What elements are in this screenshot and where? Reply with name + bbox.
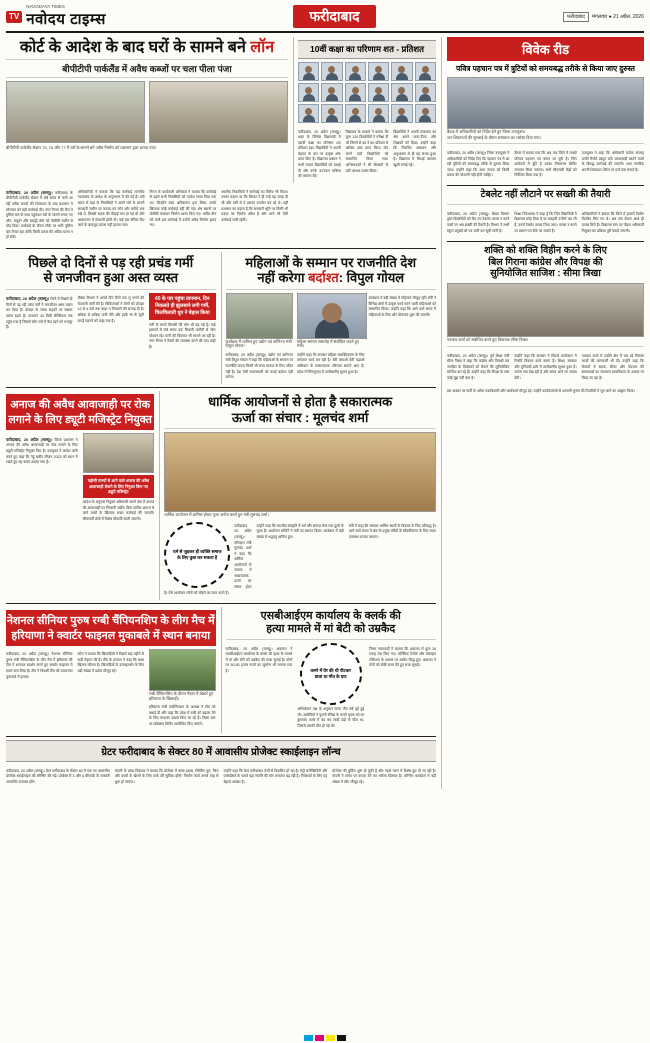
religious-col-1: फरीदाबाद, 20 अप्रैल (जाब्यू)। परिवहन मंत्री मूलचंद शर्मा ने कहा कि धार्मिक आयोजनों से समाज में सकारात्मक ऊर्जा का संचार होता है। ऐसे आयोजन लोगों को जोड़ने का काम करते हैं। <box>164 523 252 595</box>
religious-photo-caption: धार्मिक आयोजन में शामिल होकर पूजा अर्चना करते हुए मंत्री मूलचंद शर्मा। <box>164 512 269 518</box>
sports-col-1: फरीदाबाद, 20 अप्रैल (जाब्यू)। नेशनल सीनियर पुरुष रग्बी चैंपियनशिप के लीग मैच में हरियाणा की टीम ने शानदार प्रदर्शन करते हुए क्वार्टर फाइनल में स्थान बना लिया है। टीम ने विपक्षी टीम को एकतरफा मुकाबले में हराया। <box>6 652 73 679</box>
shakti-col-3: पत्रकार वार्ता में उन्होंने क्षेत्र में चल रहे विकास कार्यों की जानकारी भी दी। उन्होंने कहा कि सेक्टरों में सड़क, सीवर और पेयजल की समस्याओं का समाधान प्राथमिकता के आधार पर किया जा रहा है। <box>581 353 644 380</box>
tablet-col-3: अधिकारियों ने बताया कि जिले में हजारों टेबलेट वितरित किए गए थे। अब तक केवल आधे ही वापस मिले हैं। विद्यालय स्तर पर नोडल अधिकारी नियुक्त कर प्रक्रिया पूरी कराई जाएगी। <box>581 211 644 233</box>
edition-label: फरीदाबाद <box>563 12 589 22</box>
student-photo <box>368 104 389 123</box>
masthead-right <box>563 12 644 22</box>
murder-col-3: जिला न्यायवादी ने बताया कि अदालत में कुल 18 गवाह पेश किए गए। फोरेंसिक रिपोर्ट और मोबाइल लोकेशन के आधार पर आरोप सिद्ध हुए। अदालत ने दोनों को दोषी करार देते हुए सजा सुनाई। <box>369 646 436 668</box>
shakti-col-4: इस अवसर पर पार्टी के अनेक पदाधिकारी और कार्यकर्ता मौजूद रहे। उन्होंने कार्यकर्ताओं से आगामी चुनाव की तैयारियों में जुट जाने का आह्वान किया। <box>447 388 635 393</box>
realestate-col-4: प्रोजेक्ट की बुकिंग शुरू हो चुकी है और पहले चरण में विशेष छूट दी जा रही है। कंपनी ने समय पर कब्जा देने का भरोसा दिलाया है। लॉन्चिंग कार्यक्रम में बड़ी संख्या में लोग मौजूद रहे। <box>332 768 436 784</box>
masthead-title: नवोदय टाइम्स <box>26 11 106 28</box>
vivek-col-1: फरीदाबाद, 20 अप्रैल (जाब्यू)। जिला उपायुक्त ने अधिकारियों को निर्देश दिए कि पहचान पत्र में आ रही त्रुटियों को समयबद्ध तरीके से दुरुस्त किया जाए। उन्होंने कहा कि आम जनता को किसी प्रकार की परेशानी नहीं होनी चाहिए। <box>447 150 510 178</box>
student-photo <box>298 104 319 123</box>
religious-photo <box>164 432 436 512</box>
women-photo-caption: कार्यक्रम में शामिल हुए उद्योग एवं वाणिज्य मंत्री विपुल गोयल। <box>225 338 292 349</box>
masthead-left <box>6 4 106 29</box>
religious-pullquote: धर्म से जुड़कर ही व्यक्ति समाज के लिए कुछ कर सकता है <box>164 522 230 588</box>
magenta-mark <box>315 1035 324 1041</box>
murder-pullquote: कमरे में घेर की थी पीटकर डाला था मौत के घाट <box>300 643 362 705</box>
student-photo <box>391 83 412 102</box>
women-headline: महिलाओं के सम्मान पर राजनीति देश नहीं करेगा बर्दाश्त: विपुल गोयल <box>245 254 417 286</box>
women-col-3: कार्यक्रम में बड़ी संख्या में महिलाएं मौजूद रहीं। मंत्री ने विभिन्न क्षेत्रों में उत्कृष्ट कार्य करने वाली महिलाओं को सम्मानित किया। उन्होंने कहा कि आने वाले समय में महिलाओं के लिए और योजनाएं शुरू की जाएंगी। <box>368 296 436 317</box>
grain-photo <box>83 433 155 473</box>
women-col-2: उन्होंने कहा कि सरकार महिला सशक्तिकरण के लिए लगातार कार्य कर रही है। बेटी बचाओ बेटी पढ़ाओ अभियान के सकारात्मक परिणाम सामने आए हैं। प्रदेश में लिंगानुपात में उल्लेखनीय सुधार हुआ है। <box>297 352 365 374</box>
vivek-col-2: बैठक में बताया गया कि अब तक जिले में लाखों परिवार पहचान पत्र बनाए जा चुके हैं। जिन आवेदनों में त्रुटि है उनका निस्तारण शिविर लगाकर किया जाएगा। सभी सीएससी केंद्रों को निर्देशित किया गया है। <box>514 150 577 178</box>
vivek-photo <box>447 77 644 129</box>
realestate-headline: ग्रेटर फरीदाबाद के सेक्टर 80 में आवासीय प्रोजेक्ट स्काईलाइन लॉन्च <box>6 740 436 762</box>
student-photo <box>391 104 412 123</box>
lead-photo-row <box>6 81 288 143</box>
student-photo <box>321 62 342 81</box>
murder-col-1: फरीदाबाद, 20 अप्रैल (जाब्यू)। अदालत ने एसबीआईएम कार्यालय के क्लर्क की हत्या के मामले में मां और बेटी को उम्रकैद की सजा सुनाई है। दोनों पर 50-50 हजार रुपये का जुर्माना भी लगाया गया है। <box>225 646 293 673</box>
main-column <box>6 37 436 789</box>
tablet-col-1: फरीदाबाद, 20 अप्रैल (जाब्यू)। शिक्षा विभाग द्वारा विद्यार्थियों को दिए गए टेबलेट वापस न करने वालों पर अब सख्ती की तैयारी है। विभाग ने सभी स्कूल प्रमुखों को पत्र जारी कर सूची मांगी है। <box>447 211 510 233</box>
religious-col-3: मंत्री ने कहा कि सरकार धार्मिक स्थलों के विकास के लिए प्रतिबद्ध है। आने वाले समय में क्षेत्र के प्रमुख मंदिरों के सौंदर्यीकरण के लिए बजट उपलब्ध कराया जाएगा। <box>348 523 436 539</box>
murder-col-2: अभियोजन पक्ष के अनुसार घटना तीन वर्ष पूर्व हुई थी। आरोपियों ने पुरानी रंजिश के चलते मृतक को घर बुलाकर कमरे में बंद कर लाठी डंडों से पीटा था, जिससे उसकी मौत हो गई थी। <box>297 707 365 728</box>
sports-col-2: कोच ने बताया कि खिलाड़ियों ने पिछले छह महीने से कड़ी मेहनत की है। टीम के कप्तान ने कहा कि लक्ष्य खिताब जीतना है। खिलाड़ियों के उत्साहवर्धन के लिए बड़ी संख्या में दर्शक मौजूद रहे। <box>77 652 144 674</box>
lead-subhead: बीपीटीपी पार्कलैंड में अवैध कब्जों पर चला पीला पंजा <box>6 59 288 78</box>
heat-callout: 40 के पार पहुंचा तापमान, दिन निकलते ही झुलसाने लगी गर्मी, चिलचिलाती धूप ने बेहाल किया <box>149 293 216 320</box>
heat-col-3: गर्मी के चलते बिजली की मांग भी बढ़ गई है। कई इलाकों में लंबे समय तक बिजली कटौती से लोग परेशान रहे। पानी की किल्लत भी सामने आ रही है। नगर निगम ने टैंकरों की व्यवस्था करने की बात कही है। <box>149 322 216 349</box>
women-photo <box>226 293 294 339</box>
student-photo <box>298 83 319 102</box>
lead-col-2: अधिकारियों ने बताया कि यह कार्रवाई माननीय न्यायालय के आदेश के अनुपालन में की गई है। लंबे समय से यहां के निवासियों ने अपने घरों के सामने सरकारी जमीन पर कब्जा कर लॉन और बगीचे बना रखे थे, जिससे सड़क की चौड़ाई कम हो गई थी और आवागमन में परेशानी होती थी। कई बार नोटिस दिए जाने के बावजूद कब्जा नहीं हटाया गया। <box>77 189 145 228</box>
sports-headline: नेशनल सीनियर पुरुष रग्बी चैंपियनशिप के लीग मैच में हरियाणा ने क्वार्टर फाइनल मुकाबले में स्थान बनाया <box>6 610 216 646</box>
sidebar-column <box>441 37 644 789</box>
yellow-mark <box>326 1035 335 1041</box>
minister-portrait <box>297 293 367 339</box>
lead-headline: कोर्ट के आदेश के बाद घरों के सामने बने लॉन <box>19 39 275 56</box>
religious-headline: धार्मिक आयोजनों से होता है सकारात्मक ऊर्जा का संचार : मूलचंद शर्मा <box>208 394 393 425</box>
lead-col-1: फरीदाबाद, 20 अप्रैल (जाब्यू)। फरीदाबाद के बीपीटीपी पार्कलैंड सेक्टर में लंबे समय से चली आ रही अवैध कब्जों की शिकायत के बाद प्रशासन ने सोमवार को बड़ी कार्रवाई की। नगर निगम की टीम ने पुलिस बल के साथ पहुंचकर घरों के सामने बनाए गए लॉन, चबूतरे और बाउंड्री वॉल को जेसीबी मशीन से तोड़ दिया। कार्रवाई के दौरान मौके पर भारी पुलिस बल तैनात रहा ताकि किसी प्रकार की अप्रिय घटना न हो सके। <box>6 189 73 240</box>
tv-badge: TV <box>6 11 22 23</box>
tablet-headline: टेबलेट नहीं लौटाने पर सख्ती की तैयारी <box>480 189 611 201</box>
vivek-read-banner: विवेक रीड <box>447 37 644 61</box>
heat-col-1: फरीदाबाद, 20 अप्रैल (जाब्यू)। जिले में पिछले दो दिनों से पड़ रही प्रचंड गर्मी ने जनजीवन अस्त व्यस्त कर दिया है। दोपहर के समय सड़कों पर सन्नाटा पसरा रहता है। तापमान 42 डिग्री सेल्सियस तक पहुंच गया है जिससे लोग घरों में कैद रहने को मजबूर हैं। <box>6 296 73 330</box>
vivek-photo-caption-2: जन शिकायतों की सुनवाई के दौरान समाधान का भरोसा दिया गया। <box>447 134 542 140</box>
shakti-photo-caption: पत्रकार वार्ता को संबोधित करते हुए विधायक सीमा त्रिखा। <box>447 337 529 343</box>
grain-col-2: आदेश के अनुसार नियुक्त अधिकारी अपने क्षेत्र में अनाज की आवाजाही पर निगरानी रखेंगे। बिना परमिट अनाज ले जाने वालों के खिलाफ सख्त कार्रवाई की जाएगी। सीमावर्ती क्षेत्रों में विशेष चौकसी बरती जाएगी। <box>82 500 155 521</box>
student-photo <box>345 83 366 102</box>
masthead-subtitle: NAVODAYA TIMES <box>26 4 65 9</box>
women-col-1: फरीदाबाद, 20 अप्रैल (जाब्यू)। उद्योग एवं वाणिज्य मंत्री विपुल गोयल ने कहा कि महिलाओं के सम्मान पर राजनीति करना किसी भी सभ्य समाज के लिए उचित नहीं है। देश ऐसी बयानबाजी को कतई बर्दाश्त नहीं करेगा। <box>225 352 293 380</box>
vivek-col-3: उपायुक्त ने कहा कि अधिकारी प्रत्येक सप्ताह प्रगति रिपोर्ट प्रस्तुत करें। लापरवाही बरतने वालों के विरुद्ध कार्रवाई की जाएगी। आम नागरिक अपनी शिकायत पोर्टल पर दर्ज करा सकते हैं। <box>581 150 644 172</box>
heat-headline: पिछले दो दिनों से पड़ रही प्रचंड गर्मी से जनजीवन हुआ अस्त व्यस्त <box>28 254 194 286</box>
student-photo <box>298 62 319 81</box>
sports-photo-caption: रग्बी चैंपियनशिप के दौरान मैदान में खेलते हुए हरियाणा के खिलाड़ी। <box>149 690 214 701</box>
tablet-col-2: शिक्षा निदेशालय ने कहा है कि जिन विद्यार्थियों ने विद्यालय छोड़ दिया है या बारहवीं उत्तीर्ण कर ली है, उनसे टेबलेट वापस लिया जाए। वापस न करने पर प्रमाण पत्र रोके जा सकते हैं। <box>514 211 577 233</box>
vivek-subhead: पवित्र पहचान पत्र में त्रुटियों को समयबद्ध तरीके से किया जाए दुरुस्त <box>456 64 635 73</box>
student-photo <box>415 104 436 123</box>
grain-headline: अनाज की अवैध आवाजाही पर रोक लगाने के लिए ड्यूटी मजिस्ट्रेट नियुक्त <box>6 394 154 430</box>
result-col-3: विद्यार्थियों ने अपनी सफलता का श्रेय अपने माता-पिता और शिक्षकों को दिया। उन्होंने कहा कि नियमित अध्ययन और अनुशासन से ही यह संभव हुआ है। विद्यालय में मिठाई बांटकर खुशी मनाई गई। <box>393 129 437 167</box>
sports-photo <box>149 649 216 691</box>
student-photo <box>321 104 342 123</box>
realestate-col-3: उन्होंने कहा कि ग्रेटर फरीदाबाद तेजी से विकसित हो रहा है। मेट्रो कनेक्टिविटी और एक्सप्रेसवे के चलते यहां संपत्ति की मांग लगातार बढ़ रही है। निवेशकों के लिए यह बेहतर अवसर है। <box>223 768 328 784</box>
result-face-grid <box>298 62 436 123</box>
student-photo <box>368 83 389 102</box>
student-photo <box>368 62 389 81</box>
sports-col-3: हरियाणा रग्बी एसोसिएशन के अध्यक्ष ने टीम को बधाई दी और कहा कि प्रदेश में रग्बी को बढ़ावा देने के लिए लगातार प्रयास किए जा रहे हैं। जिला स्तर पर प्रशिक्षण शिविर आयोजित किए जाएंगे। <box>149 704 216 726</box>
result-col-1: फरीदाबाद, 20 अप्रैल (जाब्यू)। शहर के विभिन्न विद्यालयों में दसवीं कक्षा का परिणाम शत प्रतिशत रहा। विद्यार्थियों ने अपनी मेहनत के बल पर उत्कृष्ट अंक प्राप्त किए हैं। विद्यालय प्रबंधन ने सभी सफल विद्यार्थियों को बधाई दी और उनके उज्ज्वल भविष्य की कामना की। <box>298 129 341 179</box>
grain-col-1: फरीदाबाद, 20 अप्रैल (जाब्यू)। जिला प्रशासन ने अनाज की अवैध आवाजाही पर रोक लगाने के लिए ड्यूटी मजिस्ट्रेट नियुक्त किए हैं। उपायुक्त ने आदेश जारी करते हुए कहा कि गेहूं खरीद सीजन 2023 को ध्यान में रखते हुए यह कदम उठाया गया है। <box>6 436 78 465</box>
date-line: मंगलवार ● 21 अप्रैल, 2026 <box>591 13 644 20</box>
murder-headline: एसबीआईएम कार्यालय के क्लर्क की हत्या मामले में मां बेटी को उम्रकैद <box>260 609 401 635</box>
city-badge: फरीदाबाद <box>293 5 375 28</box>
result-headline: 10वीं कक्षा का परिणाम शत - प्रतिशत <box>298 40 436 59</box>
student-photo <box>345 104 366 123</box>
cyan-mark <box>304 1035 313 1041</box>
shakti-photo <box>447 283 644 337</box>
lead-photo-caption: बीपीटीपी पार्कलैंड सेक्टर 75, 76 और 77 में घरों के सामने बने अवैध निर्माण को प्रशासन द्वारा हटाया गया। <box>6 145 157 151</box>
realestate-col-2: कंपनी के प्रबंध निदेशक ने बताया कि प्रोजेक्ट में क्लब हाउस, स्विमिंग पूल, जिम और बच्चों के खेलने के लिए पार्क की सुविधा होगी। निर्माण कार्य अगले माह से शुरू हो जाएगा। <box>114 768 219 784</box>
lead-photo-2 <box>149 81 288 143</box>
lead-col-4: स्थानीय निवासियों ने कार्रवाई का विरोध भी किया। उनका कहना था कि बिल्डर ने ही उन्हें यह जगह दी थी और वर्षों से वे इसका उपयोग कर रहे थे। वहीं प्रशासन का कहना है कि सरकारी भूमि पर किसी भी प्रकार का निर्माण अवैध है और आगे भी ऐसी कार्रवाई जारी रहेगी। <box>221 189 288 222</box>
cmyk-registration-marks <box>304 1035 346 1041</box>
page-columns <box>6 37 644 789</box>
masthead <box>6 4 644 33</box>
religious-col-2: उन्होंने कहा कि भारतीय संस्कृति में धर्म और समाज सेवा एक दूसरे के पूरक हैं। आयोजन समिति ने मंत्री का स्वागत किया। कार्यक्रम में बड़ी संख्या में श्रद्धालु शामिल हुए। <box>256 523 344 539</box>
heat-col-2: मौसम विभाग ने अगले तीन दिनों तक लू चलने की चेतावनी जारी की है। चिकित्सकों ने लोगों को दोपहर 12 से 4 बजे तक बाहर न निकलने की सलाह दी है। अधिक से अधिक पानी पीने और हल्के रंग के सूती कपड़े पहनने को कहा गया है। <box>77 296 144 323</box>
student-photo <box>415 83 436 102</box>
result-col-2: विद्यालय के प्राचार्य ने बताया कि कुल 120 विद्यार्थियों ने परीक्षा दी थी जिनमें से 45 ने 90 प्रतिशत से अधिक अंक प्राप्त किए। टॉप करने वाले विद्यार्थियों को सम्मानित किया गया। अभिभावकों ने भी शिक्षकों के प्रति आभार व्यक्त किया। <box>345 129 389 173</box>
shakti-headline: शक्ति को शक्ति विहीन करने के लिए बिल गिराना कांग्रेस और विपक्ष की सुनियोजित साजिश : सीमा त्रिखा <box>484 244 607 280</box>
student-photo <box>321 83 342 102</box>
shakti-col-1: फरीदाबाद, 20 अप्रैल (जाब्यू)। पूर्व शिक्षा मंत्री सीमा त्रिखा ने कहा कि कांग्रेस और विपक्षी दल जनहित के विधेयकों को रोकने की सुनियोजित साजिश कर रहे हैं। उन्होंने कहा कि विपक्ष के पास कोई मुद्दा नहीं बचा है। <box>447 353 510 380</box>
vivek-photo-caption: बैठक में अधिकारियों को निर्देश देते हुए जिला उपायुक्त। <box>447 128 526 134</box>
lead-col-3: निगम के कार्यकारी अभियंता ने बताया कि कार्रवाई से पहले सभी निवासियों को पर्याप्त समय दिया गया था। जिन्होंने स्वयं अतिक्रमण हटा लिया, उनके खिलाफ कोई कार्रवाई नहीं की गई। शेष स्थानों पर जेसीबी चलाकर निर्माण ध्वस्त किए गए। करीब तीन घंटे चली इस कार्रवाई में दर्जनों अवैध निर्माण हटाए गए। <box>149 189 217 228</box>
shakti-col-2: उन्होंने कहा कि सरकार ने पिछले कार्यकाल में रिकॉर्ड विकास कार्य कराए हैं। शिक्षा, स्वास्थ्य और बुनियादी ढांचे में उल्लेखनीय सुधार हुआ है। जनता सब देख रही है और समय आने पर जवाब देगी। <box>514 353 577 380</box>
student-photo <box>415 62 436 81</box>
realestate-col-1: फरीदाबाद, 20 अप्रैल (जाब्यू)। ग्रेटर फरीदाबाद के सेक्टर 80 में एक नए आवासीय प्रोजेक्ट स्काईलाइन की लॉन्चिंग की गई। प्रोजेक्ट में 3 और 4 बीएचके के लक्जरी अपार्टमेंट उपलब्ध होंगे। <box>6 768 110 784</box>
student-photo <box>345 62 366 81</box>
grain-callout: पड़ोसी राज्यों से आने वाले अनाज की अवैध आवाजाही रोकने के लिए नियुक्त किए गए ड्यूटी मजिस्ट्रेट <box>83 475 155 498</box>
student-photo <box>391 62 412 81</box>
lead-photo-1 <box>6 81 145 143</box>
minister-caption: महिला सम्मान समारोह में संबोधित करते हुए मंत्री। <box>297 338 359 349</box>
black-mark <box>337 1035 346 1041</box>
